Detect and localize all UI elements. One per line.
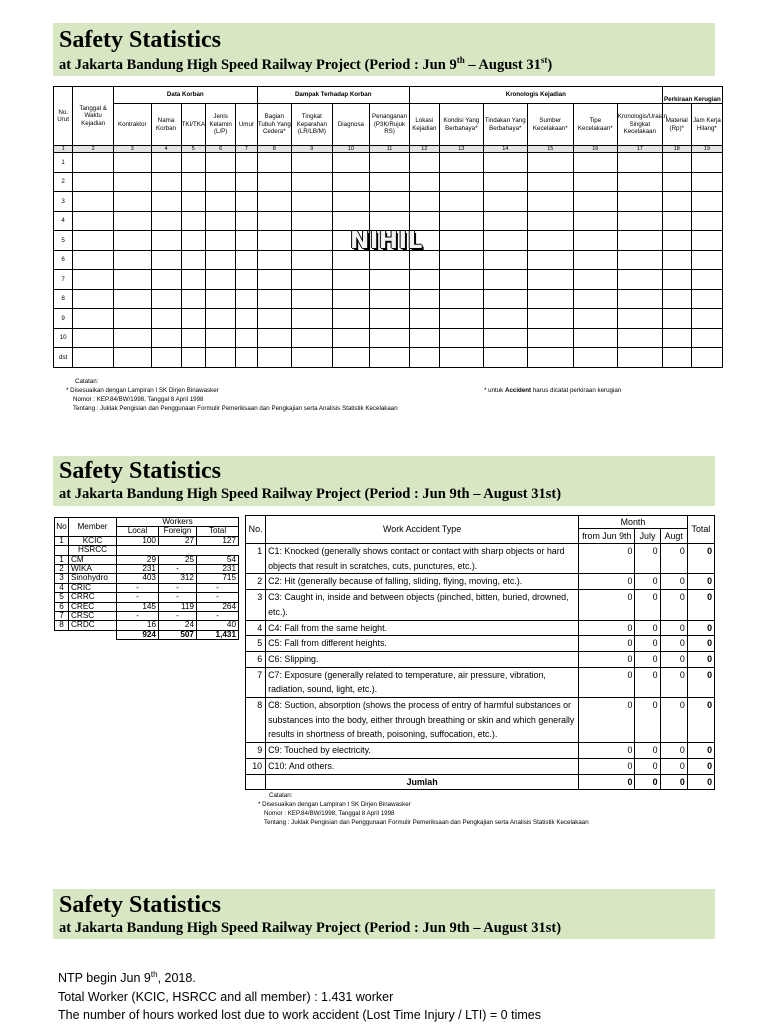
section3-title: Safety Statistics: [59, 892, 221, 918]
column-number: 7: [236, 146, 258, 153]
workers-row: 4 CRIC - - -: [55, 583, 239, 592]
workers-row: 1 CM 29 25 54: [55, 555, 239, 564]
section3-subtitle: at Jakarta Bandung High Speed Railway Project (Period : Jun 9th – August 31st): [59, 920, 562, 936]
table-row: [54, 192, 723, 212]
column-number: 15: [527, 146, 573, 153]
col-lokasi: Lokasi Kejadian: [409, 104, 439, 146]
table-row: [54, 348, 723, 368]
workers-h-workers: Workers: [117, 518, 239, 527]
table-row: [54, 289, 723, 309]
column-number: 1: [54, 146, 73, 153]
row-number: 5: [54, 231, 73, 251]
accident-h-aug: Augt: [660, 529, 687, 544]
column-number: 8: [257, 146, 291, 153]
group-perkiraan: Perkiraan Kerugian: [662, 87, 722, 104]
accident-row: 1 C1: Knocked (generally shows contact or contact with sharp objects or hard objects that result in scratches, cuts, punctures, etc.). 0 0 0 0: [246, 544, 715, 574]
accident-report-table: [53, 86, 723, 368]
accident-h-july: July: [635, 529, 660, 544]
workers-row: 8 CRDC 16 24 40: [55, 621, 239, 630]
col-material: Material (Rp)*: [662, 104, 691, 146]
section2-header: [53, 456, 715, 506]
row-number: 1: [54, 153, 73, 173]
workers-row: 5 CRRC - - -: [55, 593, 239, 602]
col-penanganan: Penanganan (P3K/Rujuk RS): [370, 104, 410, 146]
group-data-korban: Data Korban: [114, 87, 258, 104]
row-number: dst: [54, 348, 73, 368]
row-number: 8: [54, 289, 73, 309]
row-number: 3: [54, 192, 73, 212]
section2-notes: Catatan: * Disesuaikan dengan Lampiran I SK Dirjen Binawasker Nomor : KEP.84/BW/1998, Tanggal 8 April 1998 Tentang : Juklak Pengisian dan Penggunaan Formulir Pemeriksaan dan Pengkajian serta Analisis Statistik Kecelakaan: [258, 792, 589, 826]
column-number: 10: [332, 146, 370, 153]
col-tingkat: Tingkat Keparahan (LR/LB/M): [291, 104, 332, 146]
row-number: 10: [54, 328, 73, 348]
table-row: [54, 270, 723, 290]
workers-h-foreign: Foreign: [159, 527, 197, 536]
group-dampak: Dampak Terhadap Korban: [257, 87, 409, 104]
col-jenis: Jenis Kelamin (L/P): [206, 104, 236, 146]
column-number-row: [54, 146, 723, 153]
row-number: 4: [54, 211, 73, 231]
accident-h-from: from Jun 9th: [579, 529, 635, 544]
accident-row: 4 C4: Fall from the same height. 0 0 0 0: [246, 620, 715, 636]
accident-row: 3 C3: Caught in, inside and between objects (pinched, bitten, buried, drowned, etc.). 0 0 0 0: [246, 590, 715, 620]
accident-jumlah-row: Jumlah 0 0 0 0: [246, 774, 715, 790]
group-kronologis: Kronologis Kejadian: [409, 87, 662, 104]
work-accident-table: [245, 515, 715, 790]
column-number: 5: [181, 146, 206, 153]
column-number: 17: [617, 146, 662, 153]
accident-row: 5 C5: Fall from different heights. 0 0 0 0: [246, 636, 715, 652]
col-nama: Nama Korban: [151, 104, 181, 146]
accident-row: 8 C8: Suction, absorption (shows the process of entry of harmful substances or substances into the body, either through breathing or skin and which generally results in shortness of breath, poisoning, suffocation, etc.). 0 0 0 0: [246, 698, 715, 743]
col-sumber: Sumber Kecelakaan*: [527, 104, 573, 146]
section1-subtitle: at Jakarta Bandung High Speed Railway Project (Period : Jun 9th – August 31st): [59, 55, 553, 73]
section1-notes: Catatan: * Disesuaikan dengan Lampiran I SK Dirjen Binawasker Nomor : KEP.84/BW/1998, Tanggal 8 April 1998 Tentang : Juklak Pengisian dan Penggunaan Formulir Pemeriksaan dan Pengkajian serta Analisis Statistik Kecelakaan: [66, 378, 398, 412]
accident-row: 2 C2: Hit (generally because of falling, sliding, flying, moving, etc.). 0 0 0 0: [246, 574, 715, 590]
workers-row-hsrcc: HSRCC: [55, 546, 239, 555]
column-number: 18: [662, 146, 691, 153]
col-tki: TKI/TKA: [181, 104, 206, 146]
accident-h-no: No.: [246, 516, 266, 544]
workers-table: [54, 517, 239, 640]
row-number: 2: [54, 172, 73, 192]
summary-ntp: NTP begin Jun 9th, 2018.: [58, 970, 196, 986]
column-number: 6: [206, 146, 236, 153]
col-kronologis: Kronologis/Uraian Singkat Kecelakaan: [617, 104, 662, 146]
col-tipe: Tipe Kecelakaan*: [573, 104, 617, 146]
accident-row: 6 C6: Slipping. 0 0 0 0: [246, 651, 715, 667]
row-number: 7: [54, 270, 73, 290]
column-number: 4: [151, 146, 181, 153]
workers-row: 7 CRSC - - -: [55, 612, 239, 621]
section2-title: Safety Statistics: [59, 458, 221, 484]
workers-h-local: Local: [117, 527, 159, 536]
workers-h-member: Member: [69, 518, 117, 537]
nihil-stamp: NIHIL: [350, 228, 423, 254]
col-umur: Umur: [236, 104, 258, 146]
accident-row: 9 C9: Touched by electricity. 0 0 0 0: [246, 743, 715, 759]
section1-note-right: * untuk Accident harus dicatat perkiraan kerugian: [484, 387, 622, 394]
column-number: 16: [573, 146, 617, 153]
col-tindakan: Tindakan Yang Berbahaya*: [483, 104, 527, 146]
workers-row: 3 Sinohydro 403 312 715: [55, 574, 239, 583]
column-number: 14: [483, 146, 527, 153]
row-number: 9: [54, 309, 73, 329]
column-number: 11: [370, 146, 410, 153]
summary-text: [58, 966, 541, 1025]
workers-row: 2 WIKA 231 - 231: [55, 565, 239, 574]
accident-row: 10 C10: And others. 0 0 0 0: [246, 758, 715, 774]
workers-h-no: No: [55, 518, 69, 537]
column-number: 12: [409, 146, 439, 153]
section3-header: [53, 889, 715, 939]
section1-title: Safety Statistics: [59, 27, 221, 53]
row-number: 6: [54, 250, 73, 270]
col-kondisi: Kondisi Yang Berbahaya*: [439, 104, 483, 146]
column-number: 2: [73, 146, 114, 153]
table-row: [54, 328, 723, 348]
accident-h-type: Work Accident Type: [266, 516, 579, 544]
table-row: [54, 309, 723, 329]
table-row: [54, 153, 723, 173]
section2-subtitle: at Jakarta Bandung High Speed Railway Project (Period : Jun 9th – August 31st): [59, 486, 562, 502]
col-tanggal: Tanggal & Waktu Kejadian: [73, 87, 114, 146]
summary-total-worker: Total Worker (KCIC, HSRCC and all member) : 1.431 worker: [58, 989, 394, 1004]
accident-row: 7 C7: Exposure (generally related to temperature, air pressure, vibration, radiation, sound, light, etc.). 0 0 0 0: [246, 667, 715, 697]
summary-lti: The number of hours worked lost due to work accident (Lost Time Injury / LTI) = 0 times: [58, 1008, 541, 1023]
accident-h-total: Total: [687, 516, 714, 544]
col-jam: Jam Kerja Hilang*: [691, 104, 722, 146]
workers-sum-row: 924 507 1,431: [55, 630, 239, 639]
column-number: 9: [291, 146, 332, 153]
column-number: 19: [691, 146, 722, 153]
col-bagian: Bagian Tubuh Yang Cedera*: [257, 104, 291, 146]
col-diagnosa: Diagnosa: [332, 104, 370, 146]
accident-h-month: Month: [579, 516, 688, 529]
column-number: 3: [114, 146, 152, 153]
workers-h-total: Total: [197, 527, 239, 536]
column-number: 13: [439, 146, 483, 153]
col-no-urut: No. Urut: [54, 87, 73, 146]
workers-row-kcic: 1 KCIC 100 27 127: [55, 536, 239, 545]
col-kontraktor: Kontraktor: [114, 104, 152, 146]
table-row: [54, 172, 723, 192]
section1-header: [53, 23, 715, 76]
workers-row: 6 CREC 145 119 264: [55, 602, 239, 611]
